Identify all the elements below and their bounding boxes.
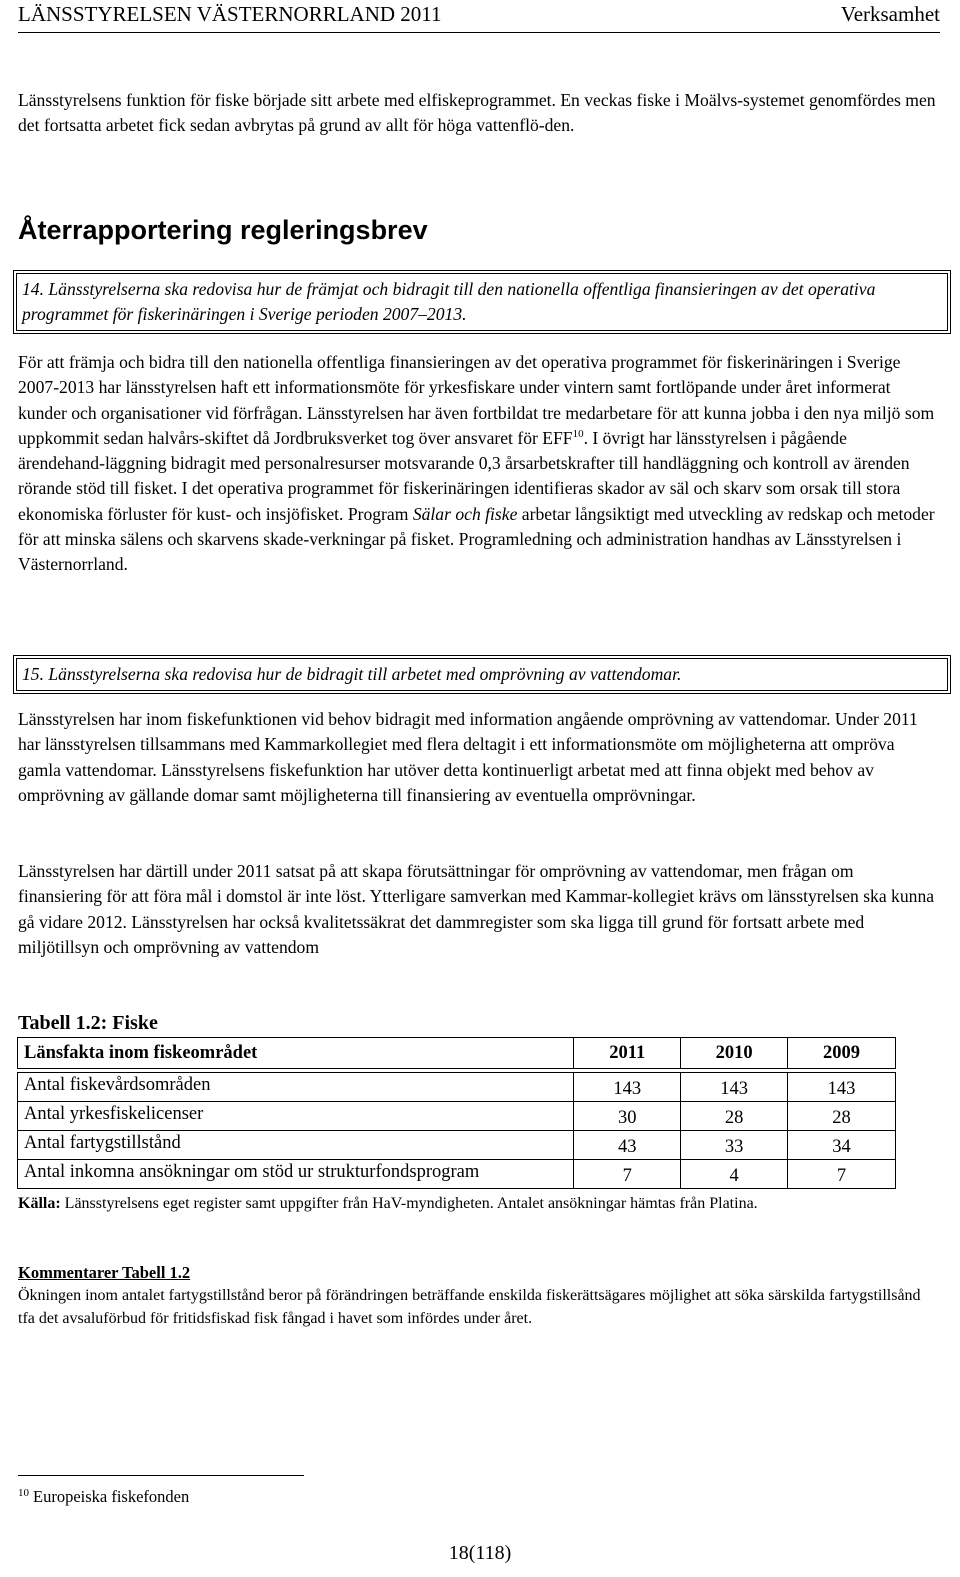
table-header-year: 2010 (681, 1038, 788, 1069)
question-14-box: 14. Länsstyrelserna ska redovisa hur de främjat och bidragit till den nationella offentliga finansieringen av det operativa programmet för fiskerinäringen i Sverige perioden 2007–2013. (13, 270, 951, 334)
table-row (18, 1131, 896, 1160)
source-label: Källa: (18, 1195, 61, 1212)
answer-15-paragraph-2: Länsstyrelsen har därtill under 2011 satsat på att skapa förutsättningar för omprövning av vattendomar, men frågan om finansiering för att föra mål i domstol är inte löst. Ytterligare samverkan med Kammar-kollegiet krävs om länsstyrelsen ska kunna gå vidare 2012. Länsstyrelsen har också kvalitetssäkrat det dammregister som ska ligga till grund för fortsatt arbete med miljötillsyn och omprövning av vattendom (18, 861, 935, 957)
table-cell-value: 143 (574, 1073, 681, 1102)
fishing-facts-table (17, 1037, 896, 1189)
table-header-row (18, 1038, 896, 1069)
table-cell-value: 7 (574, 1160, 681, 1189)
section-heading: Återrapportering regleringsbrev (18, 215, 428, 245)
table-row (18, 1073, 896, 1102)
table-cell-value: 28 (681, 1102, 788, 1131)
comments-title: Kommentarer Tabell 1.2 (18, 1263, 191, 1282)
table-cell-value: 7 (788, 1160, 896, 1189)
table-cell-value: 143 (788, 1073, 896, 1102)
answer-14-text-part2: . I övrigt har länsstyrelsen i pågående ärendehand-läggning bidragit med personalresurser motsvarande 0,3 årsarbetskrafter till handläggning och kontroll av ärenden rörande stöd till fisket. I det operativa programmet för fiskerinäringen identifieras skador av säl och skarv som orsak till stora ekonomiska förluster för kust- och insjöfisket. Program (18, 427, 910, 524)
header-organization: LÄNSSTYRELSEN VÄSTERNORRLAND 2011 (18, 2, 442, 26)
program-name: Sälar och fiske (412, 503, 518, 524)
table-cell-value: 28 (788, 1102, 896, 1131)
source-text: Länsstyrelsens eget register samt uppgifter från HaV-myndigheten. Antalet ansökningar hämtas från Platina. (60, 1195, 758, 1212)
answer-15-paragraph-1: Länsstyrelsen har inom fiskefunktionen vid behov bidragit med information angående omprövning av vattendomar. Under 2011 har länsstyrelsen tillsammans med Kammarkollegiet med flera deltagit i ett informationsmöte om möjligheterna att ompröva gamla vattendomar. Länsstyrelsens fiskefunktion har utöver detta kontinuerligt arbetat med att finna objekt med behov av omprövning av gällande domar samt möjligheterna till finansiering av eventuella omprövningar. (18, 709, 918, 805)
table-row (18, 1102, 896, 1131)
table-row (18, 1160, 896, 1189)
table-cell-value: 43 (574, 1131, 681, 1160)
footnote-divider (18, 1475, 304, 1476)
table-cell-value: 30 (574, 1102, 681, 1131)
table-cell-value: 34 (788, 1131, 896, 1160)
table-cell-value: 33 (681, 1131, 788, 1160)
table-header-label: Länsfakta inom fiskeområdet (18, 1038, 574, 1069)
footnote-reference[interactable]: 10 (572, 427, 584, 440)
intro-paragraph: Länsstyrelsens funktion för fiske började sitt arbete med elfiskeprogrammet. En veckas fiske i Moälvs-systemet genomfördes men det fortsatta arbetet fick sedan avbrytas på grund av allt för höga vattenflö-den. (18, 90, 936, 136)
table-cell-label: Antal fiskevårdsområden (18, 1073, 574, 1102)
table-cell-value: 4 (681, 1160, 788, 1189)
table-title: Tabell 1.2: Fiske (18, 1012, 158, 1034)
page-header (18, 0, 940, 30)
footnote-number: 10 (18, 1487, 29, 1499)
answer-14-text-part3: arbetar långsiktigt med utveckling av redskap och metoder för att minska sälens och skarvens skade-verkningar på fisket. Programledning och administration handhas av Länsstyrelsen i Västernorrland. (18, 503, 935, 575)
footnote (18, 1486, 189, 1508)
table-cell-label: Antal fartygstillstånd (18, 1131, 574, 1160)
table-cell-label: Antal yrkesfiskelicenser (18, 1102, 574, 1131)
table-source (18, 1192, 918, 1215)
page-number: 18(118) (448, 1542, 512, 1564)
table-header-year: 2011 (574, 1038, 681, 1069)
question-15-box: 15. Länsstyrelserna ska redovisa hur de bidragit till arbetet med omprövning av vattendomar. (13, 655, 951, 694)
footnote-text: Europeiska fiskefonden (33, 1487, 190, 1506)
answer-14-paragraph (18, 350, 936, 578)
table-cell-value: 143 (681, 1073, 788, 1102)
table-header-year: 2009 (788, 1038, 896, 1069)
header-section: Verksamhet (840, 2, 940, 26)
header-divider (18, 32, 940, 33)
comments-text: Ökningen inom antalet fartygstillstånd beror på förändringen beträffande enskilda fiskerättsägares möjlighet att söka särskilda fartygstillsånd tfa det avsaluförbud för fritidsfiskad fisk fångad i havet som infördes under året. (18, 1287, 921, 1327)
table-cell-label: Antal inkomna ansökningar om stöd ur strukturfondsprogram (18, 1160, 574, 1189)
answer-14-text-part1: För att främja och bidra till den nationella offentliga finansieringen av det operativa programmet för fiskerinäringen i Sverige 2007-2013 har länsstyrelsen haft ett informationsmöte för yrkesfiskare under vintern samt fortlöpande under året informerat kunder och organisationer vid förfrågan. Länsstyrelsen har även fortbildat tre medarbetare för att kunna jobba i den nya miljö som uppkommit sedan halvårs-skiftet då Jordbruksverket tog över ansvaret för EFF (18, 352, 935, 448)
